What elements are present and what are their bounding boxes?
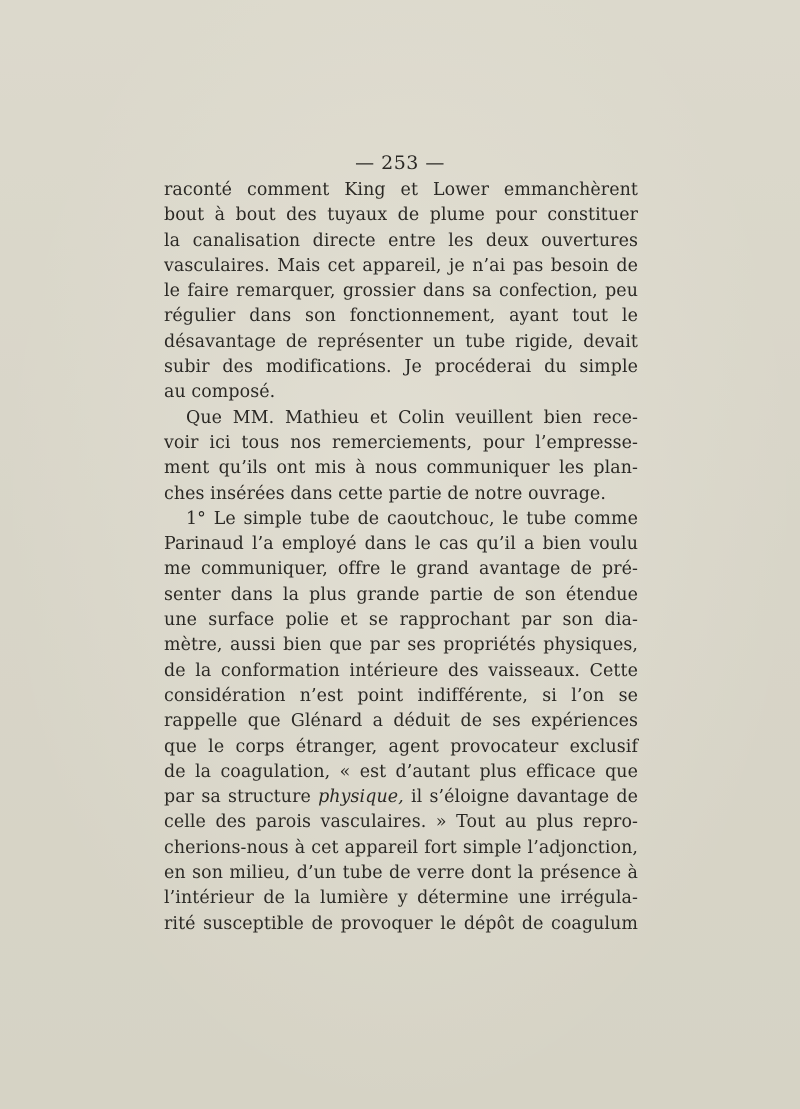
text-segment: par sa structure xyxy=(164,787,319,808)
text-line: cherions-nous à cet appareil fort simple l’adjonction, xyxy=(164,837,638,858)
text-line: Que MM. Mathieu et Colin veuillent bien rece- xyxy=(186,407,638,428)
text-line: subir des modifications. Je procéderai du simple xyxy=(164,357,638,378)
text-line: au composé. xyxy=(164,382,276,403)
text-line: mètre, aussi bien que par ses propriétés physiques, xyxy=(164,635,638,656)
text-line: ment qu’ils ont mis à nous communiquer les plan- xyxy=(164,458,638,479)
text-line: le faire remarquer, grossier dans sa confection, peu xyxy=(164,281,638,302)
text-line: rité susceptible de provoquer le dépôt de coagulum xyxy=(164,913,638,934)
italic-word: physique, xyxy=(318,787,404,808)
text-line: de la coagulation, « est d’autant plus efficace que xyxy=(164,761,638,782)
body-text xyxy=(164,178,638,937)
page-number: — 253 — xyxy=(355,152,445,174)
text-line: que le corps étranger, agent provocateur exclusif xyxy=(164,736,638,757)
text-line: l’intérieur de la lumière y détermine une irrégula- xyxy=(164,888,638,909)
text-line: ches insérées dans cette partie de notre ouvrage. xyxy=(164,483,606,504)
text-line: 1° Le simple tube de caoutchouc, le tube comme xyxy=(186,508,638,529)
text-line: en son milieu, d’un tube de verre dont la présence à xyxy=(164,863,638,884)
text-line: considération n’est point indifférente, si l’on se xyxy=(164,685,638,706)
text-line: rappelle que Glénard a déduit de ses expériences xyxy=(164,711,638,732)
text-line: bout à bout des tuyaux de plume pour constituer xyxy=(164,205,638,226)
text-line: régulier dans son fonctionnement, ayant tout le xyxy=(164,306,638,327)
text-line: Parinaud l’a employé dans le cas qu’il a bien voulu xyxy=(164,534,638,555)
text-line: raconté comment King et Lower emmanchèrent xyxy=(164,180,638,200)
text-segment: il s’éloigne davantage de xyxy=(403,787,638,808)
text-line: me communiquer, offre le grand avantage de pré- xyxy=(164,559,638,580)
text-line: une surface polie et se rapprochant par son dia- xyxy=(164,610,638,631)
text-line xyxy=(164,785,638,810)
text-line: vasculaires. Mais cet appareil, je n’ai pas besoin de xyxy=(164,255,638,276)
text-line: de la conformation intérieure des vaisseaux. Cette xyxy=(164,660,638,681)
text-line: la canalisation directe entre les deux ouvertures xyxy=(164,230,638,251)
text-line: désavantage de représenter un tube rigide, devait xyxy=(164,331,638,352)
text-line: senter dans la plus grande partie de son étendue xyxy=(164,584,638,605)
text-line: voir ici tous nos remerciements, pour l’empresse- xyxy=(164,432,638,453)
text-line: celle des parois vasculaires. » Tout au plus repro- xyxy=(164,812,638,833)
